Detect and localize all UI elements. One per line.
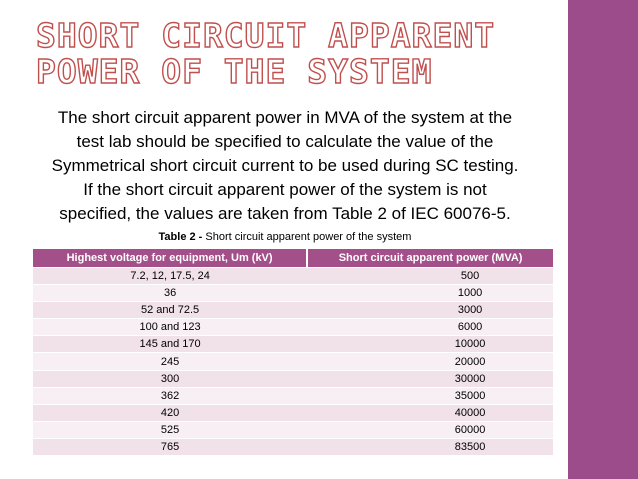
header-voltage: Highest voltage for equipment, Um (kV) (33, 249, 307, 268)
table-caption (30, 231, 540, 243)
cell-voltage: 765 (33, 438, 307, 455)
cell-voltage: 100 and 123 (33, 319, 307, 336)
intro-line: test lab should be specified to calculate the value of the (76, 132, 494, 151)
cell-voltage: 145 and 170 (33, 336, 307, 353)
cell-power: 500 (307, 268, 553, 285)
cell-voltage: 300 (33, 370, 307, 387)
intro-line: Symmetrical short circuit current to be used during SC testing. (51, 156, 519, 175)
table-header-row (33, 249, 553, 268)
slide-title: SHORT CIRCUIT APPARENT POWER OF THE SYSTEM (36, 16, 496, 91)
decorative-side-bar (568, 0, 638, 479)
cell-power: 10000 (307, 336, 553, 353)
intro-paragraph (30, 106, 540, 226)
table-row (33, 438, 553, 455)
table-row (33, 285, 553, 302)
table-body (33, 268, 553, 456)
cell-voltage: 52 and 72.5 (33, 302, 307, 319)
table-caption-label: Table 2 - (158, 231, 203, 243)
table-caption-text: Short circuit apparent power of the system (202, 231, 412, 243)
table-row (33, 319, 553, 336)
intro-line: specified, the values are taken from Table 2 of IEC 60076-5. (59, 204, 511, 223)
table-row (33, 336, 553, 353)
table-row (33, 302, 553, 319)
cell-voltage: 36 (33, 285, 307, 302)
intro-line: The short circuit apparent power in MVA of the system at the (57, 108, 513, 127)
power-table (33, 249, 553, 455)
header-power: Short circuit apparent power (MVA) (307, 249, 553, 268)
cell-voltage: 420 (33, 404, 307, 421)
cell-power: 83500 (307, 438, 553, 455)
table-row (33, 370, 553, 387)
intro-line: If the short circuit apparent power of the system is not (83, 180, 487, 199)
cell-power: 60000 (307, 421, 553, 438)
cell-voltage: 525 (33, 421, 307, 438)
table-row (33, 421, 553, 438)
table-row (33, 387, 553, 404)
cell-power: 30000 (307, 370, 553, 387)
cell-power: 1000 (307, 285, 553, 302)
table-row (33, 353, 553, 370)
table-row (33, 268, 553, 285)
table-row (33, 404, 553, 421)
cell-power: 35000 (307, 387, 553, 404)
cell-voltage: 362 (33, 387, 307, 404)
cell-power: 3000 (307, 302, 553, 319)
cell-voltage: 245 (33, 353, 307, 370)
cell-power: 6000 (307, 319, 553, 336)
cell-voltage: 7.2, 12, 17.5, 24 (33, 268, 307, 285)
cell-power: 40000 (307, 404, 553, 421)
cell-power: 20000 (307, 353, 553, 370)
